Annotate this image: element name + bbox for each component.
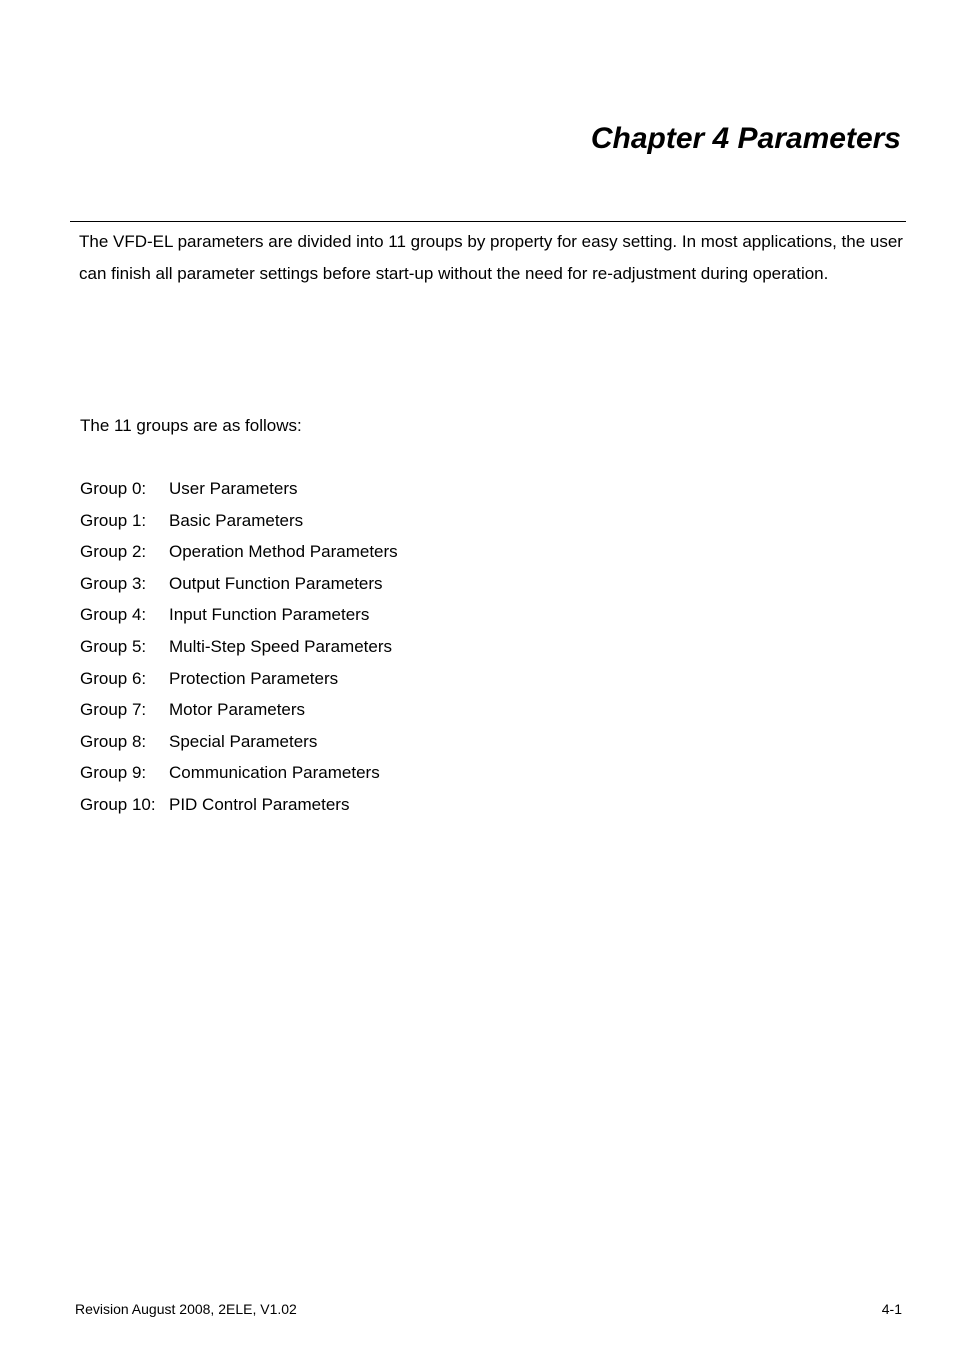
group-row xyxy=(80,599,398,631)
group-row xyxy=(80,536,398,568)
group-label: Group 3: xyxy=(80,573,147,593)
group-label: Group 9: xyxy=(80,763,147,783)
group-name: Input Function Parameters xyxy=(169,605,370,625)
group-label: Group 0: xyxy=(80,479,147,498)
group-name: Special Parameters xyxy=(169,731,318,751)
intro-paragraph: The VFD-EL parameters are divided into 11 groups by property for easy setting. In most applications, the user can finish all parameter settings before start-up without the need for re-adjustment during operation. xyxy=(79,232,903,283)
group-row xyxy=(80,505,398,537)
chapter-title: Chapter 4 Parameters xyxy=(590,122,901,155)
group-row xyxy=(80,694,398,726)
footer-revision: Revision August 2008, 2ELE, V1.02 xyxy=(75,1301,297,1317)
group-name: Output Function Parameters xyxy=(169,573,383,593)
groups-heading: The 11 groups are as follows: xyxy=(80,416,302,435)
group-label: Group 10: xyxy=(80,794,156,814)
group-row xyxy=(80,726,398,758)
group-row xyxy=(80,789,398,821)
group-name: PID Control Parameters xyxy=(169,794,350,814)
group-label: Group 4: xyxy=(80,605,147,625)
group-label: Group 5: xyxy=(80,636,147,656)
group-row xyxy=(80,473,398,505)
group-label: Group 1: xyxy=(80,510,147,530)
group-name: Multi-Step Speed Parameters xyxy=(169,636,392,656)
group-row xyxy=(80,757,398,789)
group-name: User Parameters xyxy=(169,479,298,498)
group-name: Protection Parameters xyxy=(169,668,339,688)
group-label: Group 2: xyxy=(80,542,147,562)
group-row xyxy=(80,663,398,695)
group-label: Group 8: xyxy=(80,731,147,751)
group-name: Motor Parameters xyxy=(169,700,306,720)
group-label: Group 7: xyxy=(80,700,147,720)
group-name: Operation Method Parameters xyxy=(169,542,398,562)
group-list xyxy=(80,473,398,821)
footer-page-number: 4-1 xyxy=(881,1301,902,1317)
group-row xyxy=(80,568,398,600)
group-label: Group 6: xyxy=(80,668,147,688)
group-name: Basic Parameters xyxy=(169,510,304,530)
title-divider xyxy=(70,221,906,222)
group-name: Communication Parameters xyxy=(169,763,380,783)
group-row xyxy=(80,631,398,663)
